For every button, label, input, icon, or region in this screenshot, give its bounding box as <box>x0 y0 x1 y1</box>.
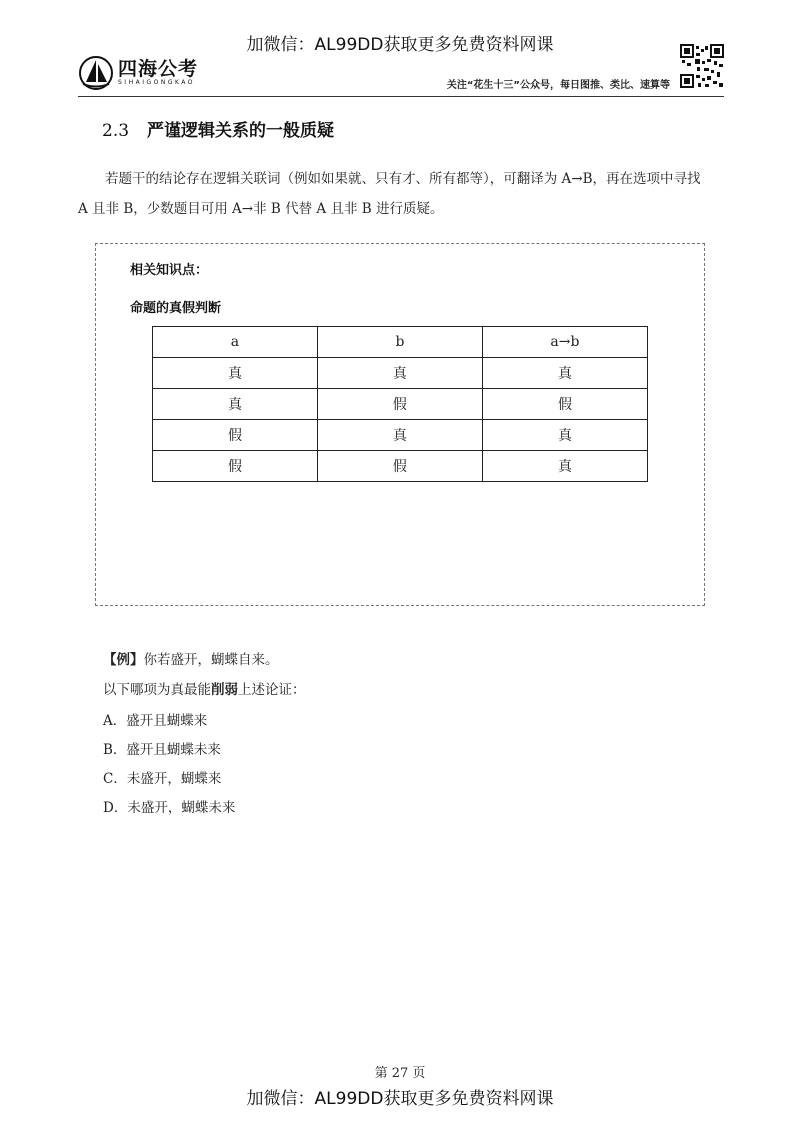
table-header-cell: a→b <box>482 327 647 358</box>
option-c: C．未盛开，蝴蝶来 <box>103 771 222 787</box>
question-suffix: 上述论证： <box>238 682 306 698</box>
sailboat-logo-icon <box>78 56 114 90</box>
example-tag: 【例】 <box>103 652 144 668</box>
section-heading <box>102 116 334 141</box>
table-row <box>153 389 648 420</box>
truth-table-title: 命题的真假判断 <box>130 301 222 316</box>
bottom-banner: 加微信：AL99DD获取更多免费资料网课 <box>246 1089 554 1109</box>
example-question <box>103 678 306 698</box>
top-banner: 加微信：AL99DD获取更多免费资料网课 <box>246 35 554 55</box>
section-title: 严谨逻辑关系的一般质疑 <box>147 121 335 141</box>
table-cell: 假 <box>317 451 482 482</box>
option-a: A．盛开且蝴蝶来 <box>103 713 208 729</box>
table-row <box>153 358 648 389</box>
table-header-cell: b <box>317 327 482 358</box>
table-row <box>153 451 648 482</box>
table-cell: 真 <box>317 358 482 389</box>
table-cell: 真 <box>482 358 647 389</box>
logo <box>78 56 198 90</box>
intro-line-2: A 且非 B，少数题目可用 A→非 B 代替 A 且非 B 进行质疑。 <box>78 201 444 217</box>
table-cell: 真 <box>482 420 647 451</box>
question-prefix: 以下哪项为真最能 <box>103 682 211 698</box>
example-statement <box>103 648 279 668</box>
section-number: 2.3 <box>102 121 130 141</box>
knowledge-label: 相关知识点： <box>130 263 209 278</box>
option-b: B．盛开且蝴蝶未来 <box>103 742 221 758</box>
table-cell: 假 <box>317 389 482 420</box>
intro-paragraph <box>78 164 728 224</box>
logo-chinese-text: 四海公考 <box>118 58 199 80</box>
logo-english-text: SIHAIGONGKAO <box>118 79 196 86</box>
table-cell: 真 <box>153 389 318 420</box>
question-keyword: 削弱 <box>211 682 238 698</box>
qr-code-icon <box>680 44 724 88</box>
table-header-row <box>153 327 648 358</box>
table-cell: 真 <box>317 420 482 451</box>
table-cell: 假 <box>153 451 318 482</box>
table-header-cell: a <box>153 327 318 358</box>
truth-table <box>152 326 648 482</box>
intro-line-1: 若题干的结论存在逻辑关联词（例如如果就、只有才、所有都等），可翻译为 A→B，再在选项中寻找 <box>105 171 701 187</box>
table-row <box>153 420 648 451</box>
page-number: 第 27 页 <box>374 1066 426 1081</box>
knowledge-box <box>95 243 705 606</box>
table-cell: 真 <box>482 451 647 482</box>
option-d: D．未盛开，蝴蝶未来 <box>103 800 236 816</box>
table-cell: 真 <box>153 358 318 389</box>
example-text: 你若盛开，蝴蝶自来。 <box>143 652 279 668</box>
page-header <box>78 50 724 97</box>
header-tagline: 关注“花生十三”公众号，每日图推、类比、速算等 <box>446 80 670 91</box>
table-cell: 假 <box>482 389 647 420</box>
table-cell: 假 <box>153 420 318 451</box>
